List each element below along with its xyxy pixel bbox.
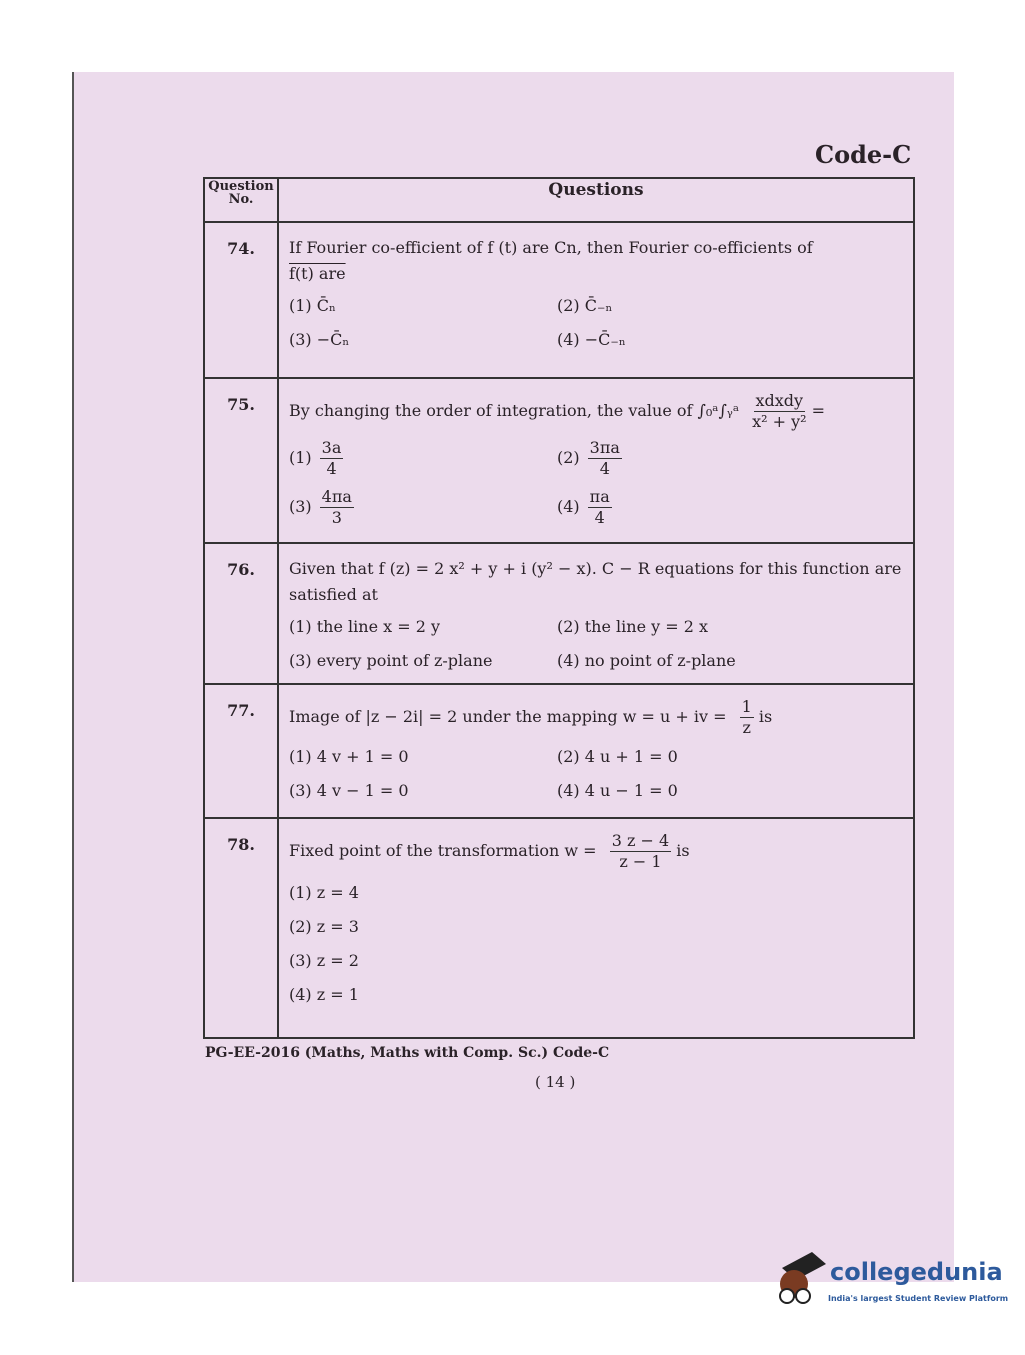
option: (3) $\frac{4\pi a}{3}$	[289, 487, 352, 527]
question-text-2: f(t) are	[289, 264, 346, 283]
option: (1) C̄ₙ	[289, 296, 336, 315]
option: (2) C̄₋ₙ	[557, 296, 613, 315]
question-row	[204, 222, 914, 378]
option: (2) 4 u + 1 = 0	[557, 747, 678, 766]
table-header	[204, 178, 914, 222]
frac-den: z − 1	[619, 852, 662, 871]
question-text: Image of |z − 2i| = 2 under the mapping w = u + iv =	[289, 707, 727, 726]
frac-num: 3 z − 4	[611, 831, 670, 850]
paper-code: Code-C	[815, 140, 912, 169]
option: (1) the line x = 2 y	[289, 617, 441, 636]
question-number: 76.	[204, 543, 278, 684]
collegedunia-logo	[772, 1250, 1009, 1314]
option: (2) z = 3	[289, 917, 359, 936]
option: (4) −C̄₋ₙ	[557, 330, 626, 349]
option: (4) $\frac{\pi a}{4}$	[557, 487, 610, 527]
questions-table	[203, 177, 915, 1039]
questions-header: Questions	[278, 178, 914, 222]
option: (4) no point of z-plane	[557, 651, 736, 670]
option: (2) the line y = 2 x	[557, 617, 709, 636]
option: (3) z = 2	[289, 951, 359, 970]
option: (3) 4 v − 1 = 0	[289, 781, 409, 800]
frac-num: xdxdy	[755, 391, 804, 410]
question-row	[204, 818, 914, 1038]
option: (1) $\frac{3a}{4}$	[289, 438, 342, 478]
question-number: 75.	[204, 378, 278, 543]
logo-tagline: India's largest Student Review Platform	[828, 1294, 1009, 1303]
question-text: If Fourier co-efficient of f (t) are Cn, then Fourier co-efficients of	[289, 238, 813, 257]
option: (1) 4 v + 1 = 0	[289, 747, 409, 766]
footer-text: PG-EE-2016 (Maths, Maths with Comp. Sc.) Code-C	[205, 1045, 610, 1061]
option: (3) −C̄ₙ	[289, 330, 350, 349]
frac-den: x² + y²	[752, 412, 807, 431]
question-row	[204, 543, 914, 684]
question-row	[204, 378, 914, 543]
option: (1) z = 4	[289, 883, 359, 902]
question-text: Fixed point of the transformation w =	[289, 841, 597, 860]
option: (3) every point of z-plane	[289, 651, 493, 670]
question-number: 77.	[204, 684, 278, 818]
option: (4) z = 1	[289, 985, 359, 1004]
question-text: By changing the order of integration, the value of ∫₀ᵃ∫ᵧᵃ	[289, 401, 739, 420]
option: (2) $\frac{3\pi a}{4}$	[557, 438, 620, 478]
question-number: 74.	[204, 222, 278, 378]
question-text-end: =	[811, 401, 826, 420]
frac-num: 1	[741, 697, 752, 716]
question-text: Given that f (z) = 2 x² + y + i (y² − x). C − R equations for this function are satisfied at	[289, 559, 902, 604]
question-no-header: Question No.	[204, 178, 278, 222]
question-row	[204, 684, 914, 818]
page-number: ( 14 )	[535, 1073, 576, 1091]
mascot-icon	[772, 1250, 828, 1310]
option: (4) 4 u − 1 = 0	[557, 781, 678, 800]
frac-den: z	[742, 718, 751, 737]
question-number: 78.	[204, 818, 278, 1038]
logo-name: collegedunia	[830, 1258, 1003, 1286]
question-text-end: is	[758, 707, 773, 726]
question-text-end: is	[676, 841, 690, 860]
